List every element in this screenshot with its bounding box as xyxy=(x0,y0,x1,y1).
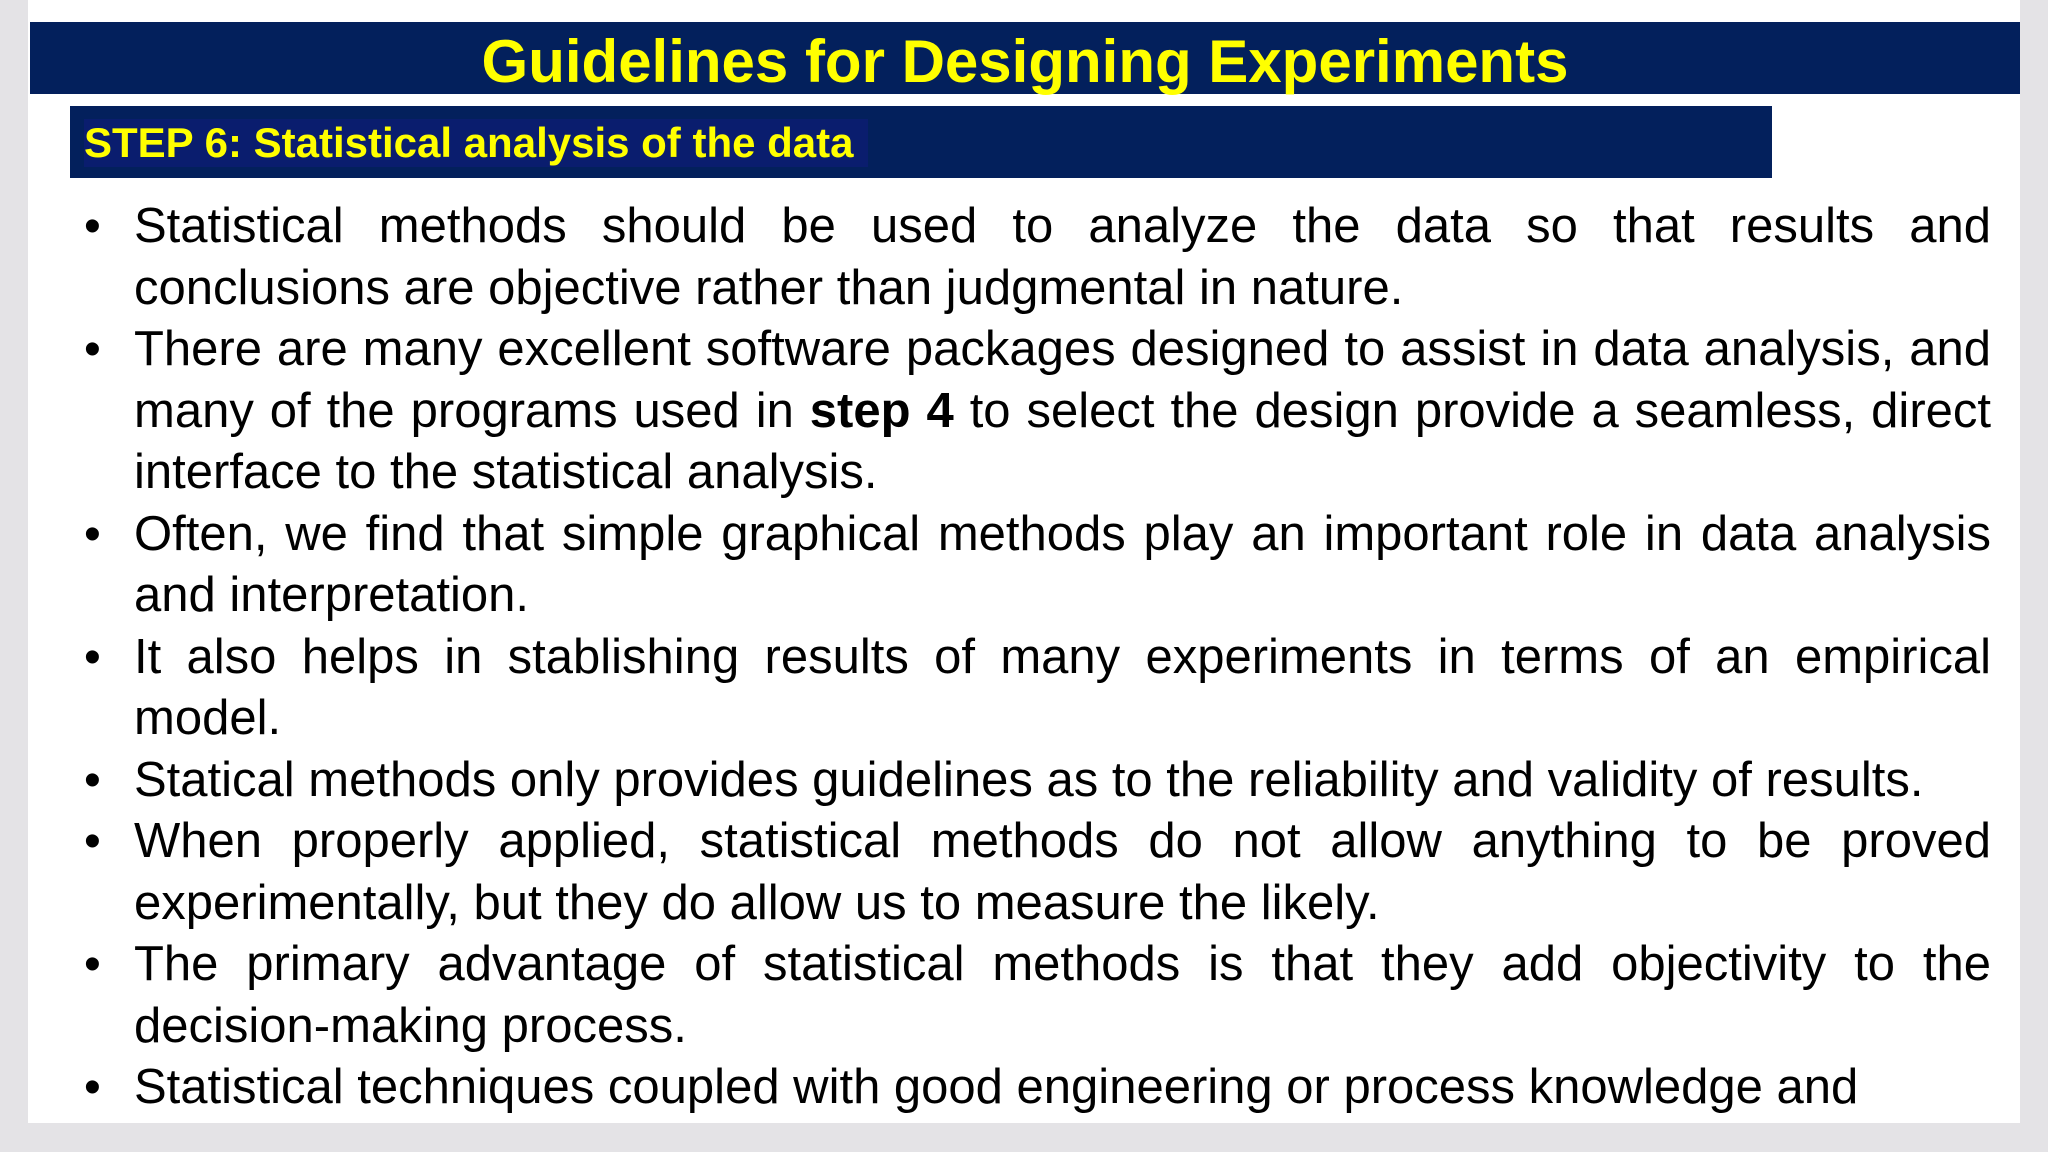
bold-step-reference: step 4 xyxy=(809,383,954,438)
bullet-text: The primary advantage of statistical methods is that they add objectivity to the decision-making process. xyxy=(134,937,1991,1053)
bullet-icon: • xyxy=(84,753,101,807)
bullet-text: Statistical techniques coupled with good engineering or process knowledge and xyxy=(134,1060,1859,1114)
bullet-text xyxy=(134,319,1991,504)
bullet-item xyxy=(28,934,2020,1057)
bullet-text-part: to select the design provide a seamless, direct interface to the statistical analysis. xyxy=(134,383,1991,499)
bullet-item xyxy=(28,811,2020,934)
bullet-icon: • xyxy=(84,507,101,561)
bullet-text: Statical methods only provides guidelines as to the reliability and validity of results. xyxy=(134,752,1924,807)
bullet-icon: • xyxy=(84,938,101,991)
bullet-icon: • xyxy=(84,815,101,868)
bullet-text: When properly applied, statistical methods do not allow anything to be proved experimentally, but they do allow us to measure the likely. xyxy=(134,814,1991,930)
bullet-item xyxy=(28,627,2020,750)
bullet-icon: • xyxy=(84,1061,101,1114)
bullet-text-part: There are many excellent software packages designed to assist in data analysis, and many of the programs used in xyxy=(134,322,1991,438)
bullet-text: It also helps in stablishing results of many experiments in terms of an empirical model. xyxy=(134,629,1991,745)
slide-title: Guidelines for Designing Experiments xyxy=(481,28,1569,95)
bullet-item xyxy=(28,750,2020,812)
bullet-list xyxy=(28,196,2020,1119)
bullet-text: Often, we find that simple graphical methods play an important role in data analysis and interpretation. xyxy=(134,506,1991,622)
bullet-icon: • xyxy=(84,323,101,376)
step-heading: STEP 6: Statistical analysis of the data xyxy=(84,119,868,167)
bullet-icon: • xyxy=(84,630,101,684)
bullet-item xyxy=(28,196,2020,319)
title-banner xyxy=(30,22,2020,94)
bullet-item xyxy=(28,504,2020,627)
slide xyxy=(28,0,2020,1123)
bullet-item xyxy=(28,1057,2020,1119)
step-banner xyxy=(70,106,1772,178)
bullet-text: Statistical methods should be used to analyze the data so that results and conclusions are objective rather than judgmental in nature. xyxy=(134,199,1991,315)
bullet-icon: • xyxy=(84,200,101,253)
bullet-item xyxy=(28,319,2020,504)
